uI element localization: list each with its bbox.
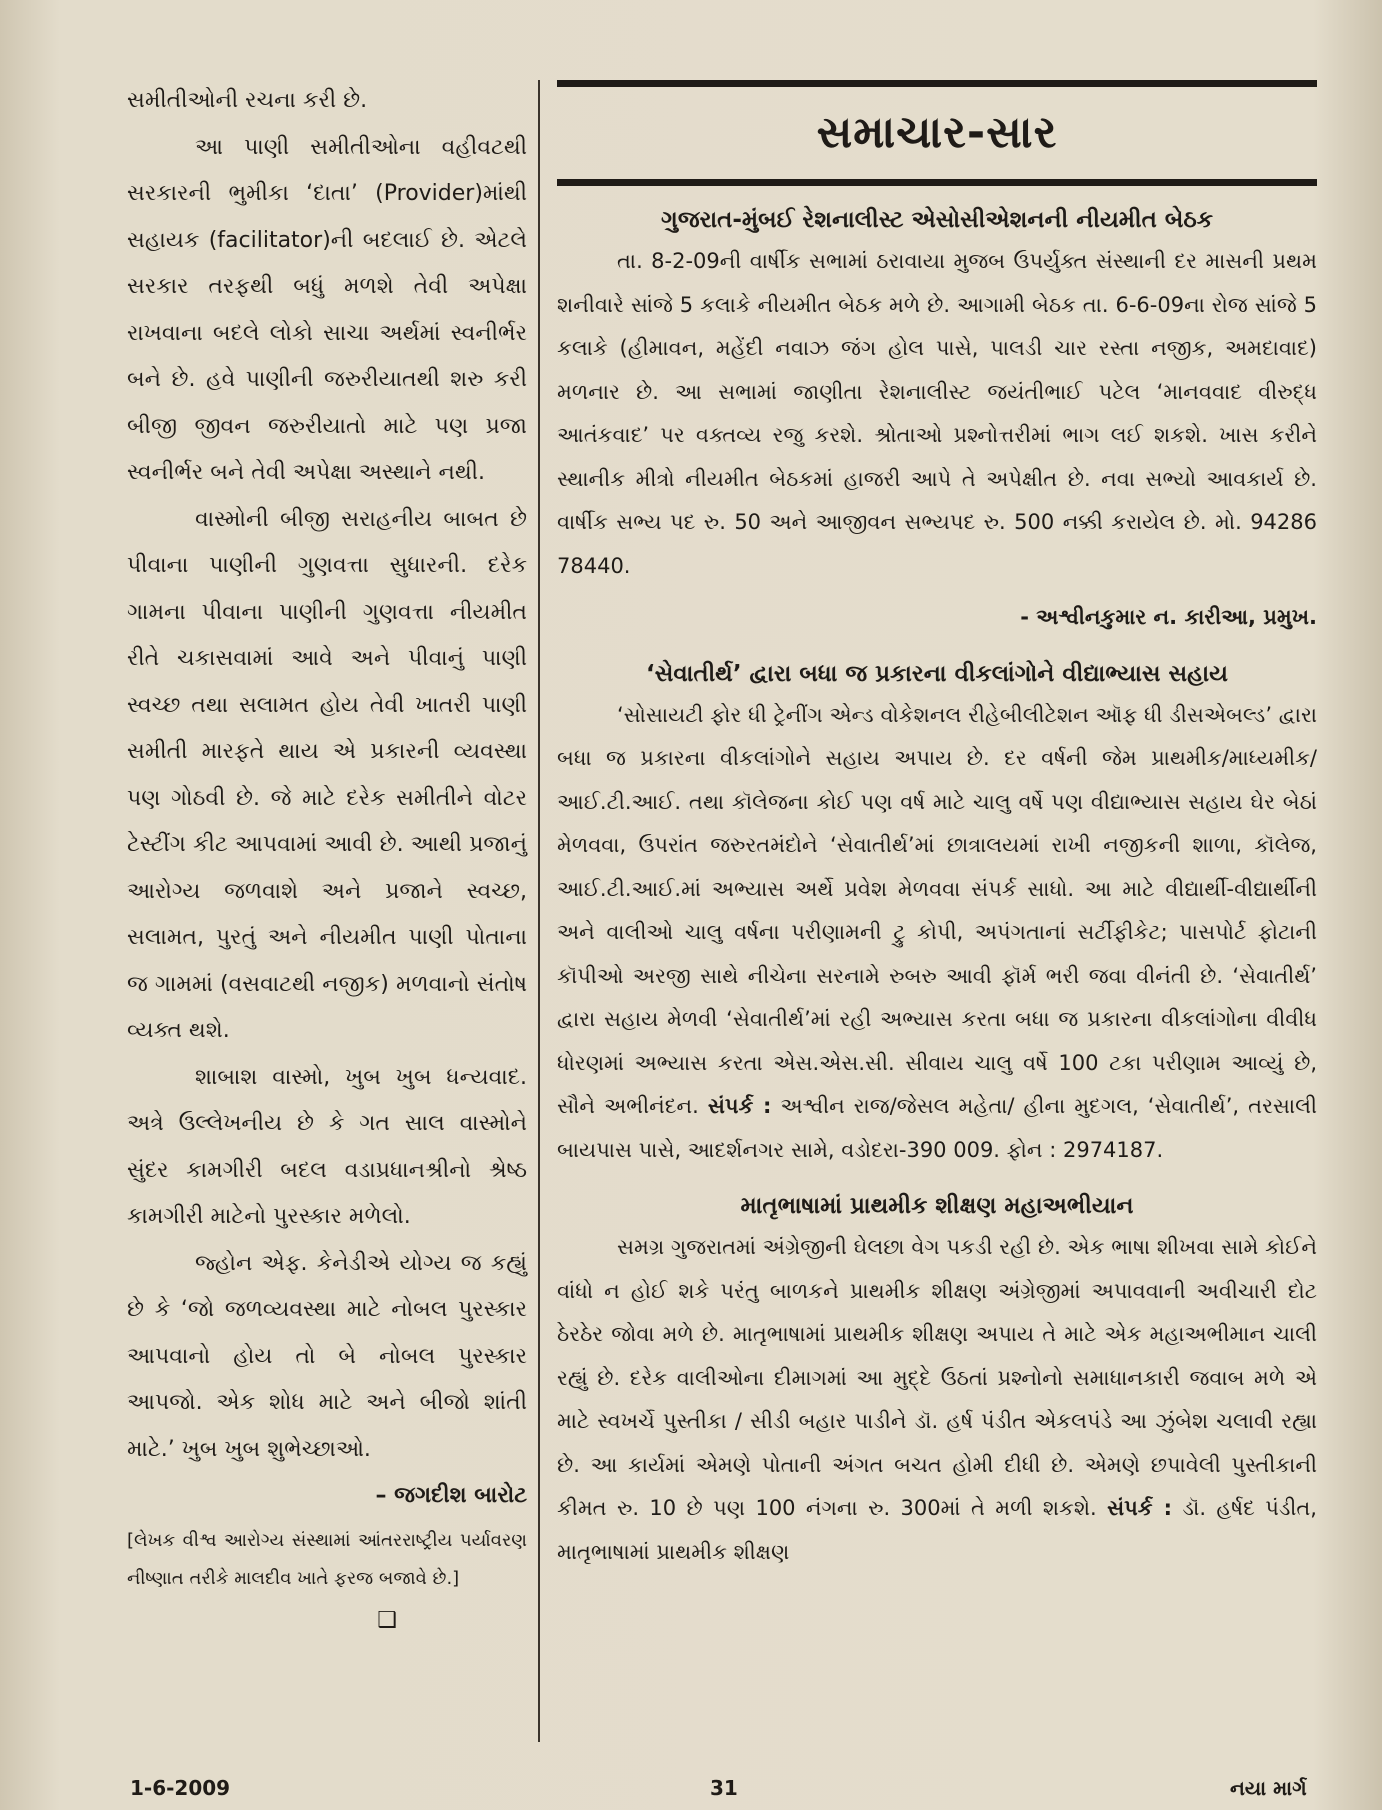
paragraph: વાસ્મોની બીજી સરાહનીય બાબત છે પીવાના પાણીની ગુણવત્તા સુધારની. દરેક ગામના પીવાના પાણીની ગુણવત્તા નીયમીત રીતે ચકાસવામાં આવે અને પીવાનું પાણી સ્વચ્છ તથા સલામત હોય તેવી ખાતરી પાણી સમીતી મારફતે થાય એ પ્રકારની વ્યવસ્થા પણ ગોઠવી છે. જે માટે દરેક સમીતીને વોટર ટેસ્ટીંગ કીટ આપવામાં આવી છે. આથી પ્રજાનું આરોગ્ય જળવાશે અને પ્રજાને સ્વચ્છ, સલામત, પુરતું અને નીયમીત પાણી પોતાના જ ગામમાં (વસવાટથી નજીક) મળવાનો સંતોષ વ્યક્ત થશે. — [127, 506, 527, 1043]
contact-text: ડૉ. હર્ષદ પંડીત, માતૃભાષામાં પ્રાથમીક શીક્ષણ — [557, 1496, 1317, 1564]
article-body — [557, 1226, 1317, 1574]
right-column — [557, 80, 1317, 1574]
article-heading: ‘સેવાતીર્થ’ દ્વારા બધા જ પ્રકારના વીકલાંગોને વીદ્યાભ્યાસ સહાય — [646, 660, 1228, 687]
paragraph: સમીતીઓની રચના કરી છે. — [127, 88, 368, 113]
issue-date: 1-6-2009 — [130, 1776, 231, 1800]
paragraph: આ પાણી સમીતીઓના વહીવટથી સરકારની ભુમીકા ‘દાતા’ (Provider)માંથી સહાયક (facilitator)ની બદલાઈ છે. એટલે સરકાર તરફથી બધું મળશે તેવી અપેક્ષા રાખવાના બદલે લોકો સાચા અર્થમાં સ્વનીર્ભર બને છે. હવે પાણીની જરુરીયાતથી શરુ કરી બીજી જીવન જરુરીયાતો માટે પણ પ્રજા સ્વનીર્ભર બને તેવી અપેક્ષા અસ્થાને નથી. — [127, 134, 527, 485]
article-heading: માતૃભાષામાં પ્રાથમીક શીક્ષણ મહાઅભીયાન — [740, 1193, 1134, 1219]
top-rule — [557, 80, 1317, 87]
contact-label: સંપર્ક : — [1107, 1496, 1173, 1520]
column-divider — [538, 80, 540, 1742]
magazine-name: નયા માર્ગ — [1230, 1776, 1307, 1800]
page-number: 31 — [710, 1776, 738, 1800]
end-mark-icon: ❑ — [377, 1607, 397, 1633]
article-body — [557, 694, 1317, 1173]
article-heading: ગુજરાત-મુંબઈ રેશનાલીસ્ટ એસોસીએશનની નીયમીત બેઠક — [661, 207, 1213, 233]
author-note: [લેખક વીશ્વ આરોગ્ય સંસ્થામાં આંતરરાષ્ટ્રીય પર્યાવરણ નીષ્ણાત તરીકે માલદીવ ખાતે ફરજ બજાવે છે.] — [127, 1529, 527, 1589]
left-column — [127, 78, 527, 1644]
contact-text: અશ્વીન રાજ/જેસલ મહેતા/ હીના મુદગલ, ‘સેવાતીર્થ’, તરસાલી બાયપાસ પાસે, આદર્શનગર સામે, વડોદરા-390 009. ફોન : 2974187. — [557, 1094, 1317, 1162]
paragraph: જ્હોન એફ. કેનેડીએ યોગ્ય જ કહ્યું છે કે ‘જો જળવ્યવસ્થા માટે નોબલ પુરસ્કાર આપવાનો હોય તો બે નોબલ પુરસ્કાર આપજો. એક શોધ માટે અને બીજો શાંતી માટે.’ ખુબ ખુબ શુભેચ્છાઓ. — [127, 1250, 527, 1462]
article-signature: - અશ્વીનકુમાર ન. કારીઆ, પ્રમુખ. — [1020, 605, 1317, 629]
bottom-rule — [557, 179, 1317, 186]
article-text: ‘સોસાયટી ફોર ધી ટ્રેનીંગ એન્ડ વોકેશનલ રીહેબીલીટેશન ઑફ ધી ડીસએબલ્ડ’ દ્વારા બધા જ પ્રકારના વીકલાંગોને સહાય અપાય છે. દર વર્ષની જેમ પ્રાથમીક/માધ્યમીક/આઈ.ટી.આઈ. તથા કૉલેજના કોઈ પણ વર્ષ માટે ચાલુ વર્ષે પણ વીદ્યાભ્યાસ સહાય ઘેર બેઠાં મેળવવા, ઉપરાંત જરુરતમંદોને ‘સેવાતીર્થ’માં છાત્રાલયમાં રાખી નજીકની શાળા, કૉલેજ, આઈ.ટી.આઈ.માં અભ્યાસ અર્થે પ્રવેશ મેળવવા સંપર્ક સાધો. આ માટે વીદ્યાર્થી-વીદ્યાર્થીની અને વાલીઓ ચાલુ વર્ષના પરીણામની ટ્રુ કોપી, અપંગતાનાં સર્ટીફીકેટ; પાસપોર્ટ ફોટાની કૉપીઓ અરજી સાથે નીચેના સરનામે રુબરુ આવી ફૉર્મ ભરી જવા વીનંતી છે. ‘સેવાતીર્થ’ દ્વારા સહાય મેળવી ‘સેવાતીર્થ’માં રહી અભ્યાસ કરતા બધા જ પ્રકારના વીકલાંગોના વીવીધ ધોરણમાં અભ્યાસ કરતા એસ.એસ.સી. સીવાય ચાલુ વર્ષે 100 ટકા પરીણામ આવ્યું છે, સૌને અભીનંદન. — [557, 702, 1317, 1118]
section-title: સમાચાર-સાર — [816, 107, 1058, 158]
article-body: તા. 8-2-09ની વાર્ષીક સભામાં ઠરાવાયા મુજબ ઉપર્યુક્ત સંસ્થાની દર માસની પ્રથમ શનીવારે સાંજે 5 કલાકે નીયમીત બેઠક મળે છે. આગામી બેઠક તા. 6-6-09ના રોજ સાંજે 5 કલાકે (હીમાવન, મહેંદી નવાઝ જંગ હોલ પાસે, પાલડી ચાર રસ્તા નજીક, અમદાવાદ) મળનાર છે. આ સભામાં જાણીતા રેશનાલીસ્ટ જયંતીભાઈ પટેલ ‘માનવવાદ વીરુદ્ધ આતંકવાદ’ પર વક્તવ્ય રજુ કરશે. શ્રોતાઓ પ્રશ્નોત્તરીમાં ભાગ લઈ શકશે. ખાસ કરીને સ્થાનીક મીત્રો નીયમીત બેઠકમાં હાજરી આપે તે અપેક્ષીત છે. નવા સભ્યો આવકાર્ય છે. વાર્ષીક સભ્ય પદ રુ. 50 અને આજીવન સભ્યપદ રુ. 500 નક્કી કરાયેલ છે. મો. 94286 78440. — [557, 249, 1317, 578]
article-text: સમગ્ર ગુજરાતમાં અંગ્રેજીની ઘેલછા વેગ પકડી રહી છે. એક ભાષા શીખવા સામે કોઈને વાંધો ન હોઈ શકે પરંતુ બાળકને પ્રાથમીક શીક્ષણ અંગ્રેજીમાં અપાવવાની અવીચારી દોટ ઠેરઠેર જોવા મળે છે. માતૃભાષામાં પ્રાથમીક શીક્ષણ અપાય તે માટે એક મહાઅભીમાન ચાલી રહ્યું છે. દરેક વાલીઓના દીમાગમાં આ મુદ્દે ઉઠતાં પ્રશ્નોનો સમાધાનકારી જવાબ મળે એ માટે સ્વખર્ચે પુસ્તીકા / સીડી બહાર પાડીને ડૉ. હર્ષ પંડીત એકલપંડે આ ઝુંબેશ ચલાવી રહ્યા છે. આ કાર્યમાં એમણે પોતાની અંગત બચત હોમી દીધી છે. એમણે છપાવેલી પુસ્તીકાની કીમત રુ. 10 છે પણ 100 નંગના રુ. 300માં તે મળી શકશે. — [557, 1235, 1317, 1520]
contact-label: સંપર્ક : — [707, 1094, 772, 1118]
paragraph: શાબાશ વાસ્મો, ખુબ ખુબ ધન્યવાદ. અત્રે ઉલ્લેખનીય છે કે ગત સાલ વાસ્મોને સુંદર કામગીરી બદલ વડાપ્રધાનશ્રીનો શ્રેષ્ઠ કામગીરી માટેનો પુરસ્કાર મળેલો. — [127, 1064, 527, 1229]
author-signature: – જગદીશ બારોટ — [375, 1483, 527, 1508]
